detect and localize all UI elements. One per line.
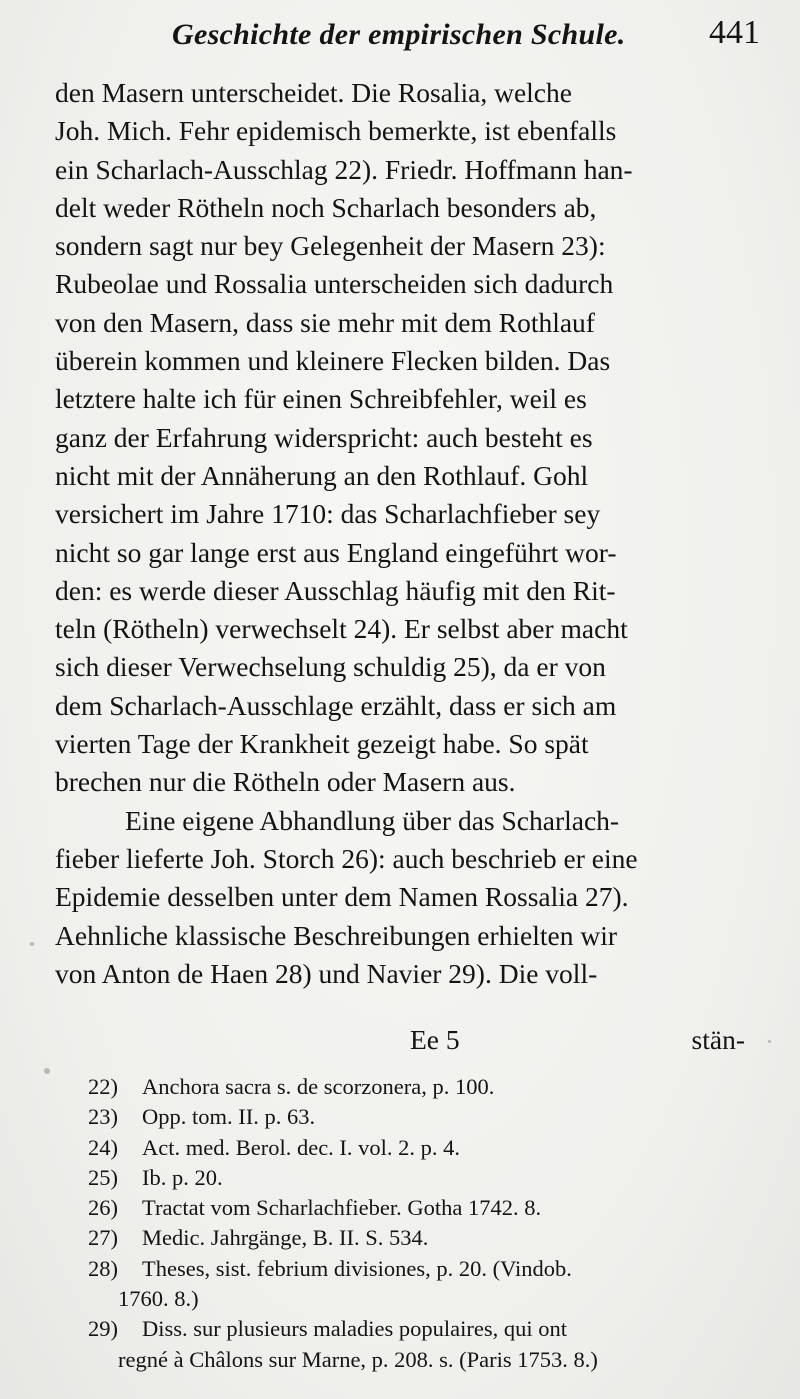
footnote-number: 29): [88, 1316, 118, 1342]
footnote: [88, 1163, 758, 1193]
text-line: nicht mit der Annäherung an den Rothlauf. Gohl: [55, 459, 589, 491]
footnote-text: Act. med. Berol. dec. I. vol. 2. p. 4.: [142, 1134, 461, 1160]
footnote-text: Anchora sacra s. de scorzonera, p. 100.: [142, 1074, 495, 1099]
print-speck: [30, 942, 34, 946]
text-line: ganz der Erfahrung widerspricht: auch besteht es: [55, 421, 593, 453]
footnote-text: Medic. Jahrgänge, B. II. S. 534.: [142, 1225, 429, 1251]
footnote-text: Diss. sur plusieurs maladies populaires, qui ont: [142, 1316, 567, 1342]
footnote: [88, 1193, 758, 1223]
footnotes: [88, 1072, 758, 1375]
print-speck: [768, 1040, 771, 1043]
page-header: [60, 14, 760, 60]
text-line: teln (Rötheln) verwechselt 24). Er selbst aber macht: [55, 613, 628, 645]
text-line: von Anton de Haen 28) und Navier 29). Die voll-: [55, 957, 598, 989]
text-line: Epidemie desselben unter dem Namen Rossalia 27).: [55, 881, 629, 913]
text-line: Rubeolae und Rossalia unterscheiden sich dadurch: [55, 268, 614, 300]
text-line: von den Masern, dass sie mehr mit dem Rothlauf: [55, 306, 595, 338]
footnote: [88, 1133, 758, 1163]
footnote-text: Theses, sist. febrium divisiones, p. 20. (Vindob.: [142, 1255, 572, 1281]
text-line: letztere halte ich für einen Schreibfehler, weil es: [55, 383, 587, 415]
text-line: sondern sagt nur bey Gelegenheit der Masern 23):: [55, 230, 606, 262]
text-line: vierten Tage der Krankheit gezeigt habe. So spät: [55, 728, 589, 760]
footnote-number: 25): [88, 1164, 118, 1190]
text-line: Joh. Mich. Fehr epidemisch bemerkte, ist ebenfalls: [55, 115, 617, 147]
signature-line: [55, 1024, 745, 1064]
footnote: [88, 1223, 758, 1253]
footnote-number: 26): [88, 1195, 118, 1221]
text-line: delt weder Rötheln noch Scharlach besonders ab,: [55, 191, 597, 223]
running-head: Geschichte der empirischen Schule.: [172, 18, 626, 51]
footnote-text: Tractat vom Scharlachfieber. Gotha 1742. 8.: [142, 1195, 542, 1221]
text-line: den Masern unterscheidet. Die Rosalia, welche: [55, 77, 572, 108]
footnote-number: 23): [88, 1104, 118, 1130]
text-line: Aehnliche klassische Beschreibungen erhielten wir: [55, 919, 618, 951]
footnote-text: Ib. p. 20.: [142, 1164, 223, 1190]
signature-mark: Ee 5: [410, 1024, 460, 1055]
text-line: fieber lieferte Joh. Storch 26): auch beschrieb er eine: [55, 842, 638, 874]
footnote-number: 24): [88, 1134, 118, 1160]
footnote-number: 22): [88, 1074, 118, 1099]
footnote: [88, 1072, 758, 1102]
catchword: stän-: [691, 1024, 745, 1055]
footnote-text: Opp. tom. II. p. 63.: [142, 1104, 316, 1130]
footnote: [88, 1254, 758, 1284]
text-line: nicht so gar lange erst aus England eingeführt wor-: [55, 536, 617, 568]
text-line: dem Scharlach-Ausschlage erzählt, dass er sich am: [55, 689, 617, 721]
print-speck: [44, 1068, 50, 1074]
footnote-number: 28): [88, 1255, 118, 1281]
text-line: versichert im Jahre 1710: das Scharlachfieber sey: [55, 498, 601, 530]
text-line: ein Scharlach-Ausschlag 22). Friedr. Hoffmann han-: [55, 153, 633, 185]
text-line: den: es werde dieser Ausschlag häufig mit den Rit-: [55, 574, 616, 606]
footnote-number: 27): [88, 1225, 118, 1251]
page-number: 441: [709, 14, 760, 51]
text-line: brechen nur die Rötheln oder Masern aus.: [55, 766, 516, 798]
footnote-continuation: 1760. 8.): [118, 1286, 199, 1312]
footnote: [88, 1102, 758, 1132]
footnote-continuation: regné à Châlons sur Marne, p. 208. s. (Paris 1753. 8.): [118, 1346, 598, 1372]
paragraph-start-line: Eine eigene Abhandlung über das Scharlach-: [125, 804, 620, 836]
text-line: überein kommen und kleinere Flecken bilden. Das: [55, 345, 611, 377]
text-line: sich dieser Verwechselung schuldig 25), da er von: [55, 651, 606, 683]
body-text: [55, 74, 745, 993]
footnote: [88, 1314, 758, 1344]
